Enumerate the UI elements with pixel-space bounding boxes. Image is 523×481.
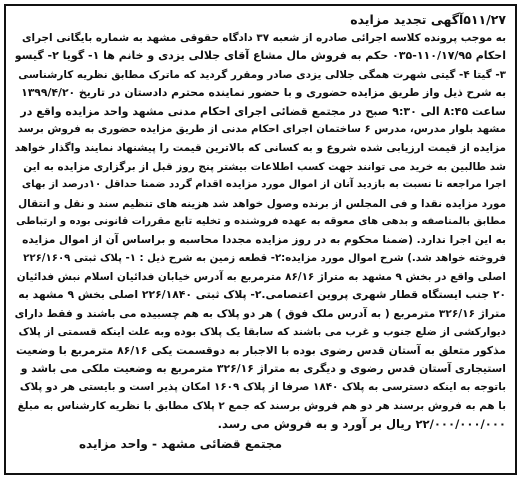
notice-line: استیجاری آستان قدس رضوی و دیگری به متراژ ۳۲۶/۱۶ مترمربع به وضعیت ملکی می باشد و [20,362,506,376]
notice-line: با هم به فروش برسند هر دو هم فروش برسند که جمع ۲ پلاک مطابق با نظریه کارشناس به مبلغ [17,399,506,412]
notice-line: احکام ۱۱۰/۱۷/۹۵-۰۳۵ حکم به فروش مال مشاع آقای جلالی یزدی و خانم ها ۱- گویا ۲- گیسو [15,49,506,63]
notice-line: مشهد بلوار مدرس، مدرس ۶ ساختمان اجرای احکام مدنی از طریق مزایده حضوری به فروش برسد [17,123,506,135]
notice-line: اجرا مراجعه تا نسبت به بازدید آنان از اموال مورد مزایده اقدام گردد ضمنا حداقل ۱۰درصد از بهای [21,179,506,191]
notice-line: مذکور متعلق به آستان قدس رضوی بوده با الاجبار به دوقسمت یکی ۸۶/۱۶ مترمربع با وضعیت [15,343,506,357]
notice-line: اصلی واقع در بخش ۹ مشهد به متراژ ۸۶/۱۶ مترمربع به آدرس خیابان فدائیان اسلام نبش فدائیان [16,271,506,284]
notice-line: مطابق بالمناصفه و بدهی های معوقه به عهده فروشنده و تخلیه تابع مقررات قانونی بوده و ارتباطی [16,215,506,227]
notice-line: شد طالبین به خرید می توانند جهت کسب اطلاعات بیشتر پنج روز قبل از برگزاری مزایده به این [23,160,506,173]
notice-line: ساعت ۸:۴۵ الی ۹:۳۰ صبح در مجتمع قضائی اجرای احکام مدنی مشهد واحد مزایده واقع در [20,104,506,118]
notice-line: فروخته خواهد شد.) شرح اموال مورد مزایده:۲- قطعه زمین به شرح ذیل : ۱- پلاک ثبتی ۲۲۶/۱۶۰۹ [23,252,506,264]
notice-line: ۳- گیتا ۴- گیتی شهرت همگی جلالی یزدی صادر ومقرر گردید که ماترک مطابق نظریه کارشناسی [18,68,506,81]
notice-line: مورد مزایده نقدا و فی المجلس از برنده وصول خواهد شد هزینه های تنظیم سند و نقل و انتقال [18,197,506,210]
notice-footer: مجتمع قضائی مشهد - واحد مزایده [78,436,283,451]
notice-line: باتوجه به اینکه دسترسی به پلاک ۱۸۴۰ صرفا از پلاک ۱۶۰۹ امکان پذیر است و بایستی هر دو پلاک [19,381,506,394]
notice-line: ۲۰ جنب ایستگاه قطار شهری پروین اعتصامی.۲- پلاک ثبتی ۲۲۶/۱۸۴۰ اصلی بخش ۹ مشهد به [18,288,506,302]
notice-line: دیوارکشی از ضلع جنوب و غرب می باشند که سابقا یک پلاک بوده وبه علت اینکه قسمتی از پلاک [18,326,506,339]
notice-line: متراژ ۳۲۶/۱۶ مترمربع ( به آدرس ملک فوق ) هر دو پلاک به هم چسبیده می باشند و فقط دارای [15,307,506,320]
notice-line: به این اجرا ندارد. (ضمنا محکوم به در روز مزایده مجددا محاسبه و براساس آن از اموال مزایده [22,234,506,247]
notice-line: مزایده از قیمت ارزیابی شده شروع و به کسانی که بالاترین قیمت را پیشنهاد نمایند واگذار خواهد [15,142,506,155]
notice-line: به موجب پرونده کلاسه اجرائی صادره از شعبه ۳۷ دادگاه حقوقی مشهد به شماره بایگانی اجرای [22,32,506,44]
notice-line: ۲۲/۰۰۰/۰۰۰/۰۰۰ ریال بر آورد و به فروش می رسد. [217,417,506,432]
notice-title: ۵۱۱/۲۷آگهی تجدید مزایده [350,12,506,27]
auction-notice [4,4,517,475]
notice-line: به شرح ذیل واز طریق مزایده حضوری و با حضور نماینده محترم دادستان در تاریخ ۱۳۹۹/۴/۲۰ [21,86,506,100]
